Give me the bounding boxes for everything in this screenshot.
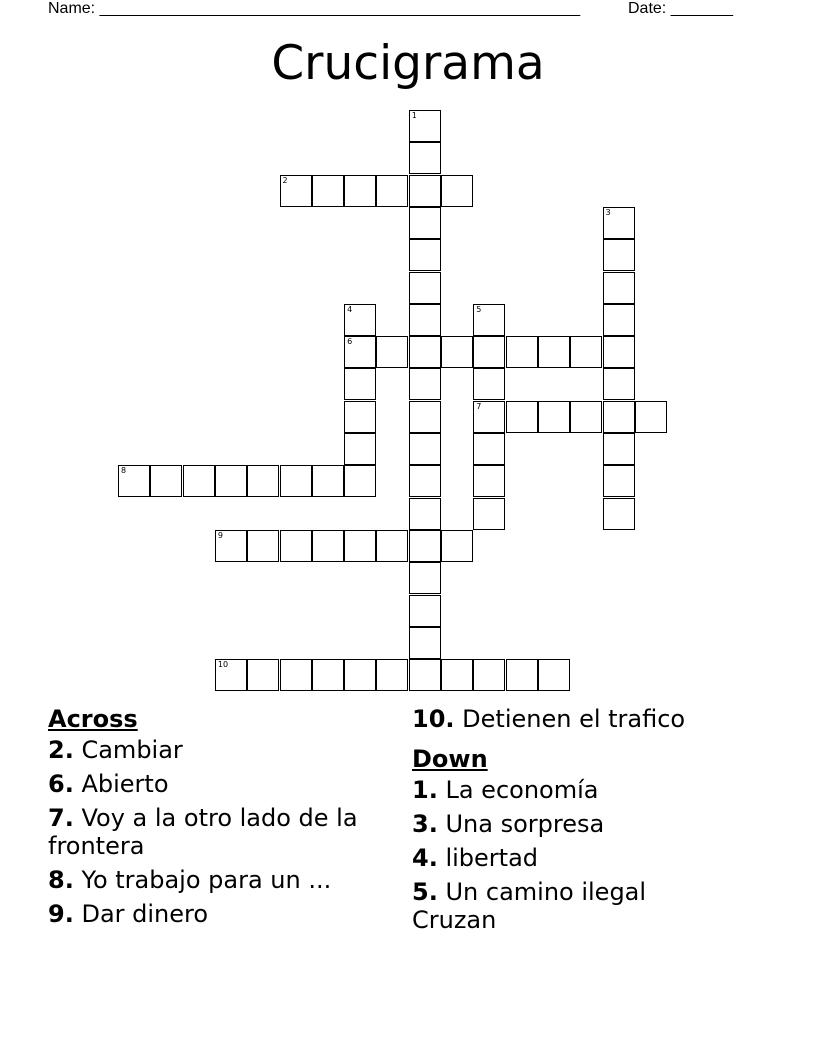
grid-cell[interactable] — [506, 336, 538, 368]
clues-right-column — [412, 702, 742, 940]
grid-cell[interactable] — [247, 659, 279, 691]
grid-cell[interactable] — [409, 142, 441, 174]
grid-cell[interactable] — [215, 465, 247, 497]
date-field[interactable]: Date: _______ — [628, 0, 733, 17]
grid-cell[interactable] — [344, 336, 376, 368]
grid-cell[interactable] — [473, 368, 505, 400]
clue-text: La economía — [445, 776, 599, 804]
grid-cell[interactable] — [473, 465, 505, 497]
grid-cell[interactable] — [312, 465, 344, 497]
grid-cell[interactable] — [280, 465, 312, 497]
grid-cell[interactable] — [247, 465, 279, 497]
grid-cell[interactable] — [376, 659, 408, 691]
grid-cell[interactable] — [538, 401, 570, 433]
grid-cell[interactable] — [312, 530, 344, 562]
grid-cell[interactable] — [603, 368, 635, 400]
grid-cell[interactable] — [473, 336, 505, 368]
grid-cell[interactable] — [344, 401, 376, 433]
grid-cell[interactable] — [570, 336, 602, 368]
clue-text: Dar dinero — [81, 900, 209, 928]
grid-cell[interactable] — [376, 336, 408, 368]
grid-cell[interactable] — [280, 175, 312, 207]
across-clue-2 — [48, 736, 378, 764]
clues-left-column — [48, 702, 378, 934]
grid-cell[interactable] — [409, 465, 441, 497]
grid-cell[interactable] — [215, 659, 247, 691]
clue-number: 10. — [412, 705, 455, 733]
name-field[interactable]: Name: ______________________________________________________ — [48, 0, 581, 17]
across-clue-8 — [48, 866, 378, 894]
cell-number: 1 — [411, 111, 417, 120]
grid-cell[interactable] — [409, 433, 441, 465]
grid-cell[interactable] — [603, 465, 635, 497]
clue-text: Yo trabajo para un ... — [81, 866, 332, 894]
grid-cell[interactable] — [473, 401, 505, 433]
grid-cell[interactable] — [635, 401, 667, 433]
grid-cell[interactable] — [409, 595, 441, 627]
grid-cell[interactable] — [344, 659, 376, 691]
grid-cell[interactable] — [441, 336, 473, 368]
grid-cell[interactable] — [312, 659, 344, 691]
grid-cell[interactable] — [409, 498, 441, 530]
grid-cell[interactable] — [538, 336, 570, 368]
grid-cell[interactable] — [603, 336, 635, 368]
clue-text: Voy a la otro lado de la frontera — [48, 804, 358, 860]
grid-cell[interactable] — [344, 304, 376, 336]
clue-number: 7. — [48, 804, 74, 832]
down-clue-1 — [412, 776, 742, 804]
grid-cell[interactable] — [312, 175, 344, 207]
clue-text: Cambiar — [81, 736, 183, 764]
cell-number: 6 — [347, 337, 353, 347]
clue-number: 6. — [48, 770, 74, 798]
grid-cell[interactable] — [409, 562, 441, 594]
cell-number: 4 — [347, 304, 353, 314]
across-clue-9 — [48, 900, 378, 928]
grid-cell[interactable] — [280, 659, 312, 691]
grid-cell[interactable] — [441, 530, 473, 562]
grid-cell[interactable] — [409, 239, 441, 271]
grid-cell[interactable] — [409, 659, 441, 691]
clue-number: 4. — [412, 844, 438, 872]
grid-cell[interactable] — [409, 627, 441, 659]
page-title: Crucigrama — [271, 36, 545, 91]
clue-text: Detienen el trafico — [462, 705, 686, 733]
clue-text: Abierto — [81, 770, 169, 798]
cell-number: 9 — [217, 530, 223, 540]
across-clue-7 — [48, 804, 378, 860]
grid-cell[interactable] — [441, 175, 473, 207]
cell-number: 7 — [476, 401, 482, 411]
clue-number: 8. — [48, 866, 74, 894]
grid-cell[interactable] — [603, 401, 635, 433]
grid-cell[interactable] — [215, 530, 247, 562]
cell-number: 2 — [282, 175, 288, 185]
grid-cell[interactable] — [603, 433, 635, 465]
across-heading: Across — [48, 705, 138, 733]
clue-number: 2. — [48, 736, 74, 764]
grid-cell[interactable] — [376, 530, 408, 562]
grid-cell[interactable] — [409, 304, 441, 336]
grid-cell[interactable] — [344, 433, 376, 465]
grid-cell[interactable] — [409, 401, 441, 433]
grid-cell[interactable] — [409, 272, 441, 304]
down-clue-5 — [412, 878, 672, 934]
clue-text: libertad — [445, 844, 539, 872]
grid-cell[interactable] — [603, 207, 635, 239]
cell-number: 3 — [605, 207, 611, 217]
clue-number: 3. — [412, 810, 438, 838]
grid-cell[interactable] — [118, 465, 150, 497]
grid-cell[interactable] — [441, 659, 473, 691]
clue-number: 5. — [412, 878, 438, 906]
clue-text: Una sorpresa — [445, 810, 605, 838]
grid-cell[interactable] — [603, 272, 635, 304]
grid-cell[interactable] — [150, 465, 182, 497]
across-clue-10 — [412, 702, 742, 736]
grid-cell[interactable] — [409, 110, 441, 142]
grid-cell[interactable] — [603, 304, 635, 336]
grid-cell[interactable] — [409, 207, 441, 239]
down-heading: Down — [412, 745, 488, 773]
clue-number: 9. — [48, 900, 74, 928]
grid-cell[interactable] — [473, 433, 505, 465]
grid-cell[interactable] — [280, 530, 312, 562]
grid-cell[interactable] — [473, 304, 505, 336]
grid-cell[interactable] — [344, 530, 376, 562]
grid-cell[interactable] — [247, 530, 279, 562]
down-clue-3 — [412, 810, 742, 838]
grid-cell[interactable] — [538, 659, 570, 691]
grid-cell[interactable] — [344, 368, 376, 400]
grid-cell[interactable] — [183, 465, 215, 497]
grid-cell[interactable] — [344, 465, 376, 497]
across-clue-6 — [48, 770, 378, 798]
down-clue-4 — [412, 844, 742, 872]
grid-cell[interactable] — [570, 401, 602, 433]
grid-cell[interactable] — [603, 239, 635, 271]
cell-number: 5 — [476, 304, 482, 314]
grid-cell[interactable] — [506, 401, 538, 433]
grid-cell[interactable] — [409, 368, 441, 400]
grid-cell[interactable] — [603, 498, 635, 530]
cell-number: 8 — [121, 466, 127, 476]
grid-cell[interactable] — [344, 175, 376, 207]
grid-cell[interactable] — [376, 175, 408, 207]
grid-cell[interactable] — [409, 175, 441, 207]
grid-cell[interactable] — [473, 659, 505, 691]
grid-cell[interactable] — [473, 498, 505, 530]
grid-cell[interactable] — [409, 336, 441, 368]
cell-number: 10 — [217, 660, 229, 670]
clue-number: 1. — [412, 776, 438, 804]
grid-cell[interactable] — [409, 530, 441, 562]
grid-cell[interactable] — [506, 659, 538, 691]
clue-text: Un camino ilegal Cruzan — [412, 878, 647, 934]
